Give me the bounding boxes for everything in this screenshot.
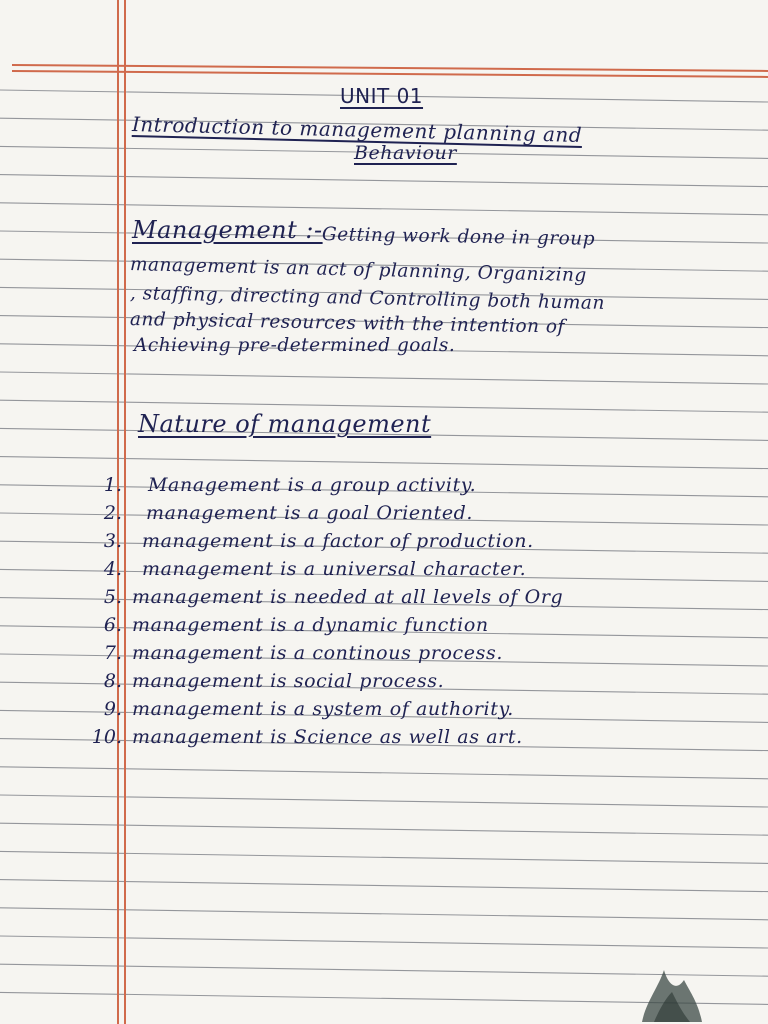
list-item-number: 10.: [91, 726, 122, 748]
list-item-text: Management is a group activity.: [148, 474, 477, 496]
chapter-title-line1: Introduction to management planning and: [131, 112, 583, 147]
list-item-text: management is needed at all levels of Org: [132, 586, 564, 608]
list-item-text: management is Science as well as art.: [132, 726, 523, 748]
definition-line: , staffing, directing and Controlling both human: [129, 283, 606, 314]
list-item-text: management is a dynamic function: [132, 614, 489, 636]
list-item-number: 2.: [103, 502, 122, 524]
list-item-text: management is a continous process.: [132, 642, 503, 664]
ruled-line: [0, 767, 768, 779]
ruled-line: [0, 880, 768, 892]
ruled-line: [0, 936, 768, 948]
section-heading: Nature of management: [138, 410, 432, 438]
definition-line: management is an act of planning, Organizing: [129, 254, 588, 287]
definition-line: Getting work done in group: [321, 224, 596, 250]
list-item-text: management is social process.: [132, 670, 445, 692]
ruled-line: [0, 908, 768, 920]
ruled-line: [0, 457, 768, 469]
list-item-text: management is a goal Oriented.: [146, 502, 474, 524]
definition-term: Management :-: [132, 216, 323, 244]
ruled-line: [0, 175, 768, 187]
list-item-number: 7.: [103, 642, 122, 664]
definition-line: and physical resources with the intention of: [129, 309, 566, 338]
margin-line-vertical: [124, 0, 126, 1024]
list-item-text: management is a system of authority.: [132, 698, 514, 720]
list-item-number: 8.: [103, 670, 122, 692]
chapter-title-line2: Behaviour: [354, 142, 457, 164]
list-item-number: 1.: [103, 474, 122, 496]
ruled-line: [0, 203, 768, 215]
ruled-line: [0, 372, 768, 384]
ink-smudge: [632, 962, 712, 1024]
list-item-number: 5.: [103, 586, 122, 608]
list-item-number: 6.: [103, 614, 122, 636]
list-item-text: management is a factor of production.: [142, 530, 534, 552]
list-item-number: 3.: [103, 530, 122, 552]
list-item-number: 9.: [103, 698, 122, 720]
unit-title: UNIT 01: [340, 84, 424, 108]
definition-line: Achieving pre-determined goals.: [134, 335, 456, 356]
list-item-text: management is a universal character.: [142, 558, 527, 580]
ruled-line: [0, 823, 768, 835]
ruled-line: [0, 795, 768, 807]
ruled-line: [0, 851, 768, 863]
list-item-number: 4.: [103, 558, 122, 580]
